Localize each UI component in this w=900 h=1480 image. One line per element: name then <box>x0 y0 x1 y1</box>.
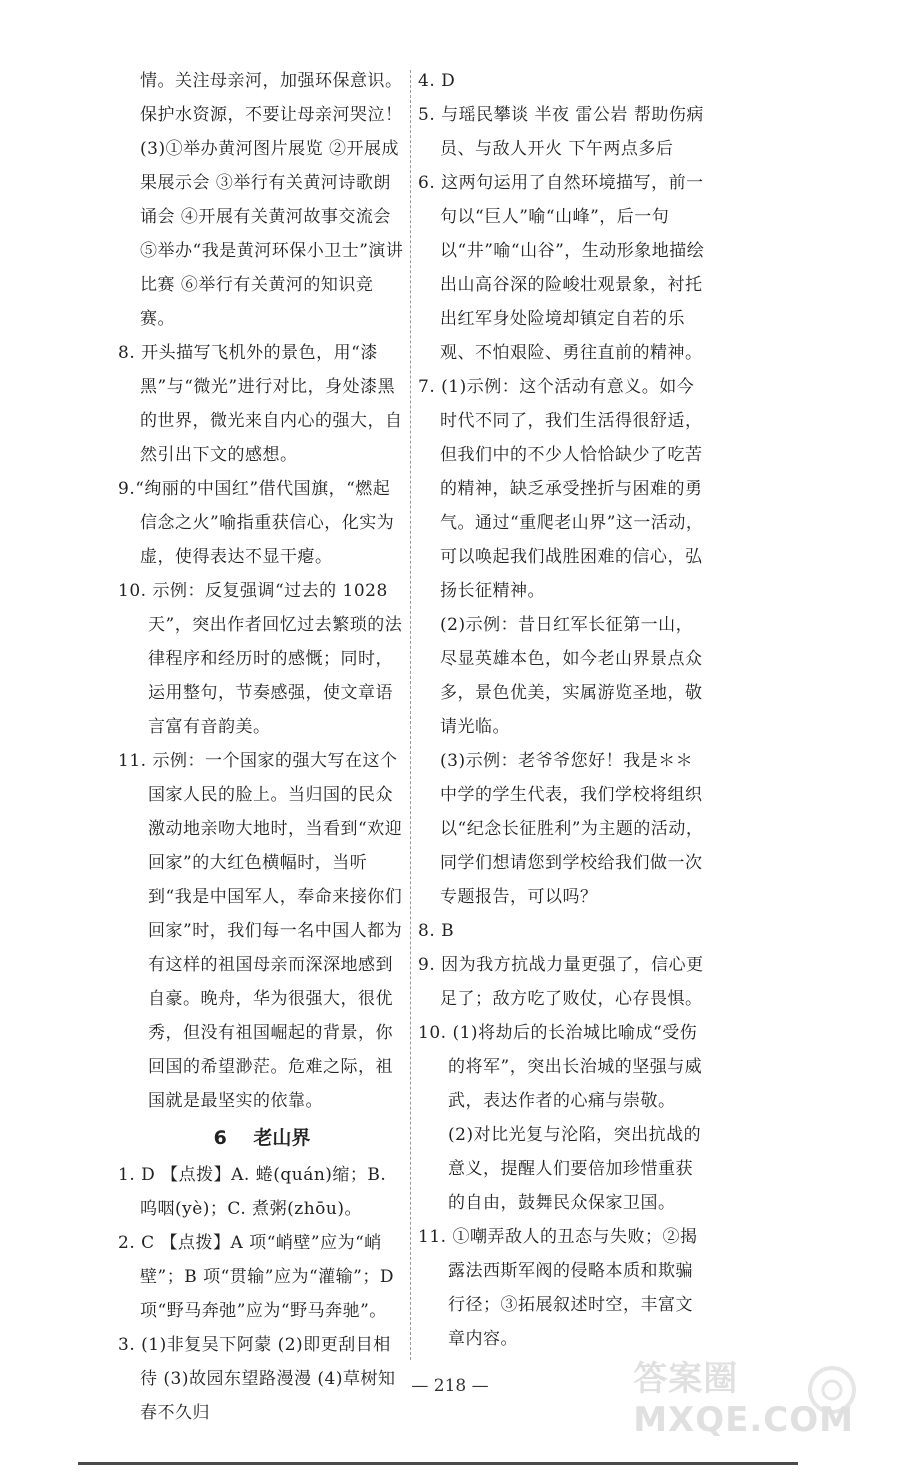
answer-item-1: 1. D 【点拨】A. 蜷(quán)缩；B. 呜咽(yè)；C. 煮粥(zhōu)。 <box>118 1165 387 1219</box>
answer-sub-item: (2)对比光复与沦陷，突出抗战的意义，提醒人们要倍加珍惜重获的自由，鼓舞民众保家卫国。 <box>448 1125 702 1213</box>
answer-sub-item: (3)示例：老爷爷您好！我是＊＊中学的学生代表，我们学校将组织以“纪念长征胜利”为主题的活动，同学们想请您到学校给我们做一次专题报告，可以吗？ <box>440 751 704 907</box>
answer-item-10: 10. 示例：反复强调“过去的 1028 天”，突出作者回忆过去繁琐的法律程序和经历时的感慨；同时，运用整句，节奏感强，使文章语言富有音韵美。 <box>118 581 403 737</box>
answer-continuation: 情。关注母亲河，加强环保意识。 <box>140 71 403 91</box>
right-column <box>418 64 708 1356</box>
answer-item-8: 8. B <box>418 921 455 941</box>
answer-item-6: 6. 这两句运用了自然环境描写，前一句以“巨人”喻“山峰”，后一句以“井”喻“山谷”，生动形象地描绘出山高谷深的险峻壮观景象，衬托出红军身处险境却镇定自若的乐观、不怕艰险、勇往直前的精神。 <box>418 173 705 363</box>
answer-sub-item: (2)示例：昔日红军长征第一山，尽显英雄本色，如今老山界景点众多，景色优美，实属游览圣地，敬请光临。 <box>440 615 703 737</box>
answer-item-5: 5. 与瑶民攀谈 半夜 雷公岩 帮助伤病员、与敌人开火 下午两点多后 <box>418 105 704 159</box>
left-column <box>118 64 406 1430</box>
section-title: 老山界 <box>253 1127 311 1149</box>
answer-item-9: 9. 因为我方抗战力量更强了，信心更足了；敌方吃了败仗，心存畏惧。 <box>418 955 704 1009</box>
answer-item-7: 7. (1)示例：这个活动有意义。如今时代不同了，我们生活得很舒适，但我们中的不少人恰恰缺少了吃苦的精神，缺乏承受挫折与困难的勇气。通过“重爬老山界”这一活动，可以唤起我们战胜困难的信心，弘扬长征精神。 <box>418 377 704 601</box>
answer-item-2: 2. C 【点拨】A 项“峭壁”应为“峭壁”；B 项“贯输”应为“灌输”；D 项“野马奔弛”应为“野马奔驰”。 <box>118 1233 394 1321</box>
answer-item-11: 11. 示例：一个国家的强大写在这个国家人民的脸上。当归国的民众激动地亲吻大地时，当看到“欢迎回家”的大红色横幅时，当听到“我是中国军人，奉命来接你们回家”时，我们每一名中国人都为有这样的祖国母亲而深深地感到自豪。晚舟，华为很强大，很优秀，但没有祖国崛起的背景，你回国的希望渺茫。危难之际，祖国就是最坚实的依靠。 <box>118 751 403 1111</box>
answer-continuation: 保护水资源，不要让母亲河哭泣！ <box>140 105 403 125</box>
page-number: — 218 — <box>411 1376 489 1396</box>
watermark-text: 答案圈 MXQE.COM <box>633 1359 855 1440</box>
answer-sub-item: (3)①举办黄河图片展览 ②开展成果展示会 ③举行有关黄河诗歌朗诵会 ④开展有关黄河故事交流会 ⑤举办“我是黄河环保小卫士”演讲比赛 ⑥举行有关黄河的知识竞赛。 <box>140 139 404 329</box>
section-number: 6 <box>213 1127 227 1149</box>
answer-item-10: 10. (1)将劫后的长治城比喻成“受伤的将军”，突出长治城的坚强与威武，表达作者的心痛与崇敬。 <box>418 1023 703 1111</box>
column-divider <box>410 70 411 1360</box>
section-heading <box>118 1120 406 1156</box>
answer-item-8: 8. 开头描写飞机外的景色，用“漆黑”与“微光”进行对比，身处漆黑的世界，微光来自内心的强大，自然引出下文的感想。 <box>118 343 403 465</box>
answer-item-4: 4. D <box>418 71 456 91</box>
answer-item-3: 3. (1)非复吴下阿蒙 (2)即更刮目相待 (3)故园东望路漫漫 (4)草树知春不久归 <box>118 1335 396 1423</box>
answer-item-9: 9.“绚丽的中国红”借代国旗，“燃起信念之火”喻指重获信心，化实为虚，使得表达不显干瘪。 <box>118 479 395 567</box>
footer-rule <box>78 1462 798 1465</box>
answer-item-11: 11. ①嘲弄敌人的丑态与失败；②揭露法西斯军阀的侵略本质和欺骗行径；③拓展叙述时空，丰富文章内容。 <box>418 1227 698 1349</box>
watermark-logo <box>633 1359 872 1450</box>
